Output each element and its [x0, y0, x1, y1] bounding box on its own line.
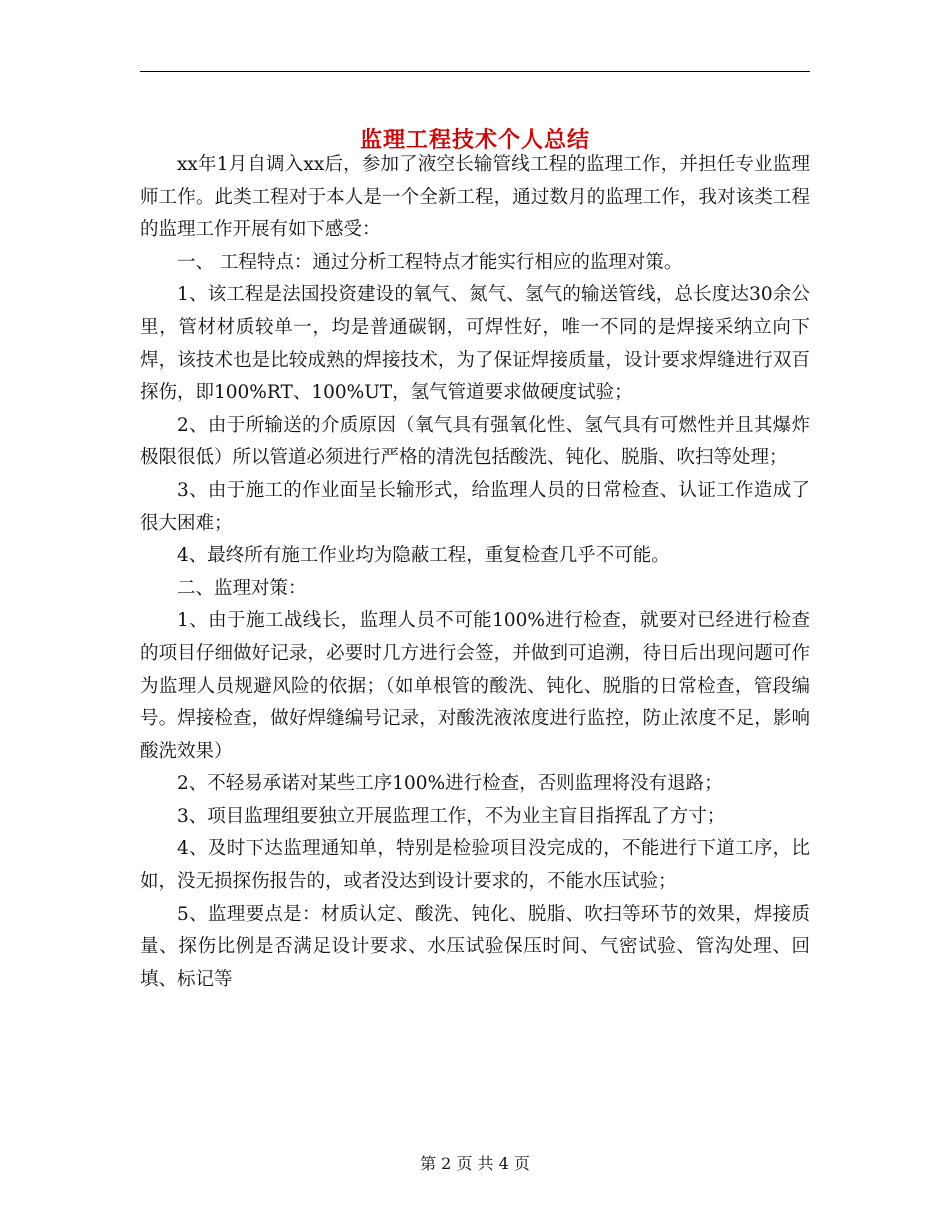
section-heading-features: 一、 工程特点：通过分析工程特点才能实行相应的监理对策。 [177, 251, 683, 273]
document-body [140, 149, 810, 996]
paragraph-feature-1: 1、该工程是法国投资建设的氧气、氮气、氢气的输送管线，总长度达30余公里，管材材质较单一，均是普通碳钢，可焊性好，唯一不同的是焊接采纳立向下焊，该技术也是比较成熟的焊接技术，为了保证焊接质量，设计要求焊缝进行双百探伤，即100%RT、100%UT，氢气管道要求做硬度试验； [140, 284, 810, 404]
paragraph-feature-3: 3、由于施工的作业面呈长输形式，给监理人员的日常检查、认证工作造成了很大困难； [140, 479, 810, 534]
paragraph-measure-2: 2、不轻易承诺对某些工序100%进行检查，否则监理将没有退路； [177, 773, 723, 795]
paragraph-measure-5: 5、监理要点是：材质认定、酸洗、钝化、脱脂、吹扫等环节的效果，焊接质量、探伤比例是否满足设计要求、水压试验保压时间、气密试验、管沟处理、回填、标记等 [140, 903, 810, 990]
section-heading-measures: 二、监理对策： [177, 577, 307, 599]
paragraph-feature-4: 4、最终所有施工作业均为隐蔽工程，重复检查几乎不可能。 [177, 545, 670, 567]
paragraph-measure-1: 1、由于施工战线长，监理人员不可能100%进行检查，就要对已经进行检查的项目仔细做好记录，必要时几方进行会签，并做到可追溯，待日后出现问题可作为监理人员规避风险的依据；（如单根管的酸洗、钝化、脱脂的日常检查，管段编号。焊接检查，做好焊缝编号记录，对酸洗液浓度进行监控，防止浓度不足，影响酸洗效果） [140, 610, 810, 762]
paragraph-measure-3: 3、项目监理组要独立开展监理工作，不为业主盲目指挥乱了方寸； [177, 805, 726, 827]
page-number-footer: 第 2 页 共 4 页 [420, 1154, 530, 1173]
header-rule [140, 71, 810, 72]
paragraph-intro: xx年1月自调入xx后，参加了液空长输管线工程的监理工作，并担任专业监理师工作。此类工程对于本人是一个全新工程，通过数月的监理工作，我对该类工程的监理工作开展有如下感受： [140, 154, 810, 241]
document-title: 监理工程技术个人总结 [359, 126, 590, 153]
paragraph-feature-2: 2、由于所输送的介质原因（氧气具有强氧化性、氢气具有可燃性并且其爆炸极限很低）所以管道必须进行严格的清洗包括酸洗、钝化、脱脂、吹扫等处理； [140, 414, 810, 469]
paragraph-measure-4: 4、及时下达监理通知单，特别是检验项目没完成的，不能进行下道工序，比如，没无损探伤报告的，或者没达到设计要求的，不能水压试验； [140, 838, 810, 893]
